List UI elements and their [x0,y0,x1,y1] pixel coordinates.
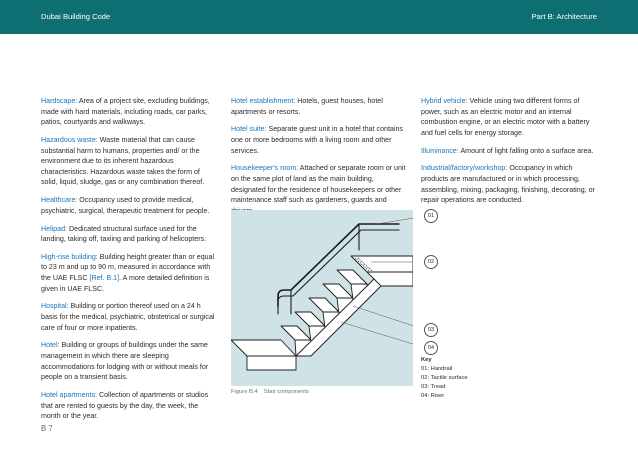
definition-body: Building height greater than or equal to 23 m and up to 90 m, measured in accordance with the UAE FLSC [41,252,215,283]
key-item: 03: Tread [421,384,446,390]
page-header [0,0,638,34]
callout-label-03: 03 [424,323,438,337]
definition-entry [41,252,217,294]
section-title: Part B: Architecture [531,12,597,21]
definition-term: Hybrid vehicle: [421,97,468,105]
definition-term: Helipad: [41,224,68,233]
definition-entry [421,163,601,205]
definitions-column-3 [421,96,601,213]
definition-body: Occupancy in which products are manufactured or in which processing, assembling, mixing, packaging, finishing, decorating, or repair operations are conducted. [421,164,595,205]
definition-term: Hotel: [41,341,60,350]
definition-term: Hotel apartments: [41,390,97,399]
definition-entry [41,301,217,333]
definition-body: Waste material that can cause substantial harm to humans, properties and/ or the environment due to its inherent hazardous characteristics. Hazardous waste takes the form of solid, liquid, sludge, gas or any combination thereof. [41,135,205,187]
definition-body: Separate guest unit in a hotel that contains one or more bedrooms with a living room and other services. [231,125,403,155]
callout-label-01: 01 [424,209,438,223]
callout-label-04: 04 [424,341,438,355]
definition-term: Industrial/factory/workshop: [421,164,508,173]
definition-term: Illuminance: [421,146,459,155]
definition-body: Building or groups of buildings under the same management in which there are sleeping accommodations for lodging with or without meals for people on a transient basis. [41,341,209,382]
definition-entry [41,195,217,216]
definition-body: Attached or separate room or unit on the same plot of land as the main building, designated for the residence of housekeepers or other maintenance staff such as gardeners, guards and [231,164,406,205]
definition-entry [421,146,601,157]
key-title: Key [421,357,432,363]
definition-term: Hardscape: [41,97,78,105]
definition-entry [41,340,217,382]
definition-term: Healthcare: [41,196,78,205]
key-item: 01: Handrail [421,366,453,372]
definition-term: High-rise building: [41,252,98,261]
key-item: 02: Tactile surface [421,375,468,381]
definitions-column-1 [41,96,217,429]
definition-entry [41,224,217,245]
figure-key [421,356,468,401]
definition-term: Hazardous waste: [41,135,98,144]
definition-term: Housekeeper's room: [231,164,299,173]
definition-entry [41,390,217,422]
definition-entry [421,96,601,138]
definition-entry [231,96,407,117]
definition-body: Dedicated structural surface used for the landing, taking off, taxiing and parking of helicopters. [41,224,207,244]
callout-label-02: 02 [424,255,438,269]
lower-landing-edge [247,356,296,370]
page-number: B 7 [41,424,53,433]
definition-entry [41,96,217,128]
definition-term: Hotel suite: [231,125,267,134]
definitions-column-2 [231,96,407,224]
definition-body: Vehicle using two different forms of power, such as an electric motor and an internal combustion engine, or an electric motor with a battery and fuel cells for energy storage. [421,97,590,137]
definition-body: Building or portion thereof used on a 24 h basis for the medical, psychiatric, obstetrical or surgical care of four or more inpatients. [41,302,215,332]
definition-body-tail: . A more detailed definition is given in UAE FLSC. [41,274,210,293]
key-item: 04: Riser [421,393,445,399]
figure-number: Figure B.4 [231,389,258,395]
definition-entry [231,124,407,156]
document-title: Dubai Building Code [41,12,111,21]
definition-body: Collection of apartments or studios that are rented to guests by the day, the week, the month or the year. [41,390,209,421]
stair-components-figure [231,210,413,386]
definition-entry [41,135,217,188]
definition-body: Amount of light falling onto a surface area. [458,146,594,155]
reference-link[interactable]: [Ref. B.1] [89,274,120,283]
definition-body: Area of a project site, excluding buildings, made with hard materials, including roads, car parks, patios, courtyards and walkways. [41,97,210,127]
definition-body: Occupancy used to provide medical, psychiatric, surgical, therapeutic treatment for people. [41,196,210,215]
figure-caption [231,389,309,395]
definition-body: Hotels, guest houses, hotel apartments or resorts. [231,97,383,116]
definition-entry [231,163,407,216]
figure-caption-text: Stair components [263,389,309,395]
definition-term: Hotel establishment: [231,97,296,105]
definition-term: Hospital: [41,302,69,311]
